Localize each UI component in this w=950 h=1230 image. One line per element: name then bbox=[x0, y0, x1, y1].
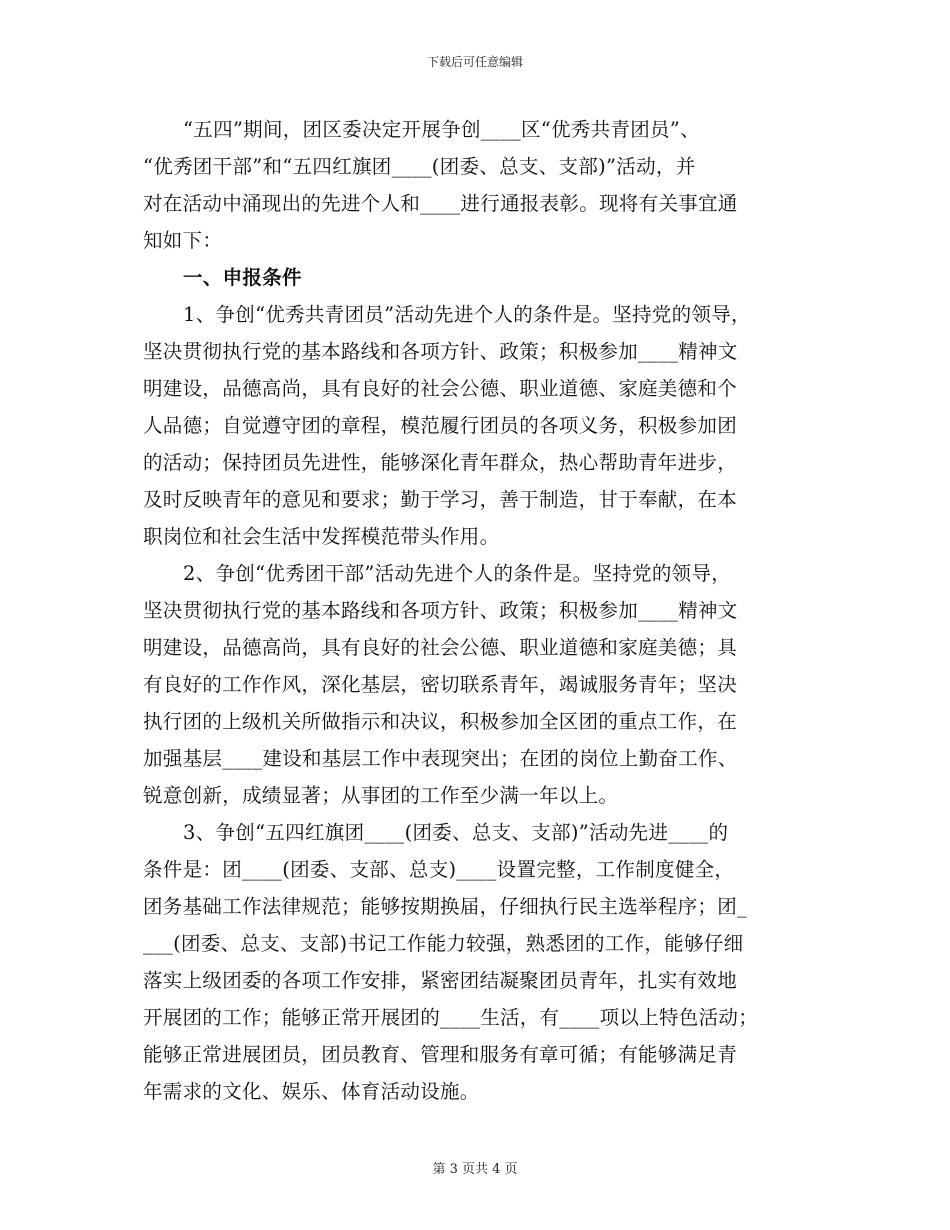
item1-line-3: 明建设，品德高尚，具有良好的社会公德、职业道德、家庭美德和个 bbox=[143, 377, 738, 400]
item2-line-4: 有良好的工作作风，深化基层，密切联系青年，竭诚服务青年；坚决 bbox=[143, 673, 738, 696]
item1-line-6: 及时反映青年的意见和要求；勤于学习，善于制造，甘于奉献，在本 bbox=[143, 488, 738, 511]
item2-line-3: 明建设，品德高尚，具有良好的社会公德、职业道德和家庭美德；具 bbox=[143, 636, 738, 659]
intro-line-1: “五四”期间，团区委决定开展争创____区“优秀共青团员”、 bbox=[183, 118, 700, 141]
item3-line-1: 3、争创“五四红旗团____(团委、总支、支部)”活动先进____的 bbox=[183, 821, 729, 844]
item1-line-4: 人品德；自觉遵守团的章程，模范履行团员的各项义务，积极参加团 bbox=[143, 414, 738, 437]
item2-line-6: 加强基层____建设和基层工作中表现突出；在团的岗位上勤奋工作、 bbox=[143, 747, 738, 770]
intro-line-2: “优秀团干部”和“五四红旗团____(团委、总支、支部)”活动，并 bbox=[143, 155, 696, 178]
page-footer: 第 3 页共 4 页 bbox=[432, 1162, 518, 1177]
page-header: 下载后可任意编辑 bbox=[426, 55, 523, 69]
item3-line-3: 团务基础工作法律规范；能够按期换届，仔细执行民主选举程序；团_ bbox=[143, 895, 748, 918]
item3-line-5: 落实上级团委的各项工作安排，紧密团结凝聚团员青年，扎实有效地 bbox=[143, 969, 738, 992]
section-heading: 一、申报条件 bbox=[183, 266, 302, 289]
item3-line-4: ___(团委、总支、支部)书记工作能力较强，熟悉团的工作，能够仔细 bbox=[143, 932, 744, 955]
item2-line-7: 锐意创新，成绩显著；从事团的工作至少满一年以上。 bbox=[143, 784, 619, 807]
item3-line-6: 开展团的工作；能够正常开展团的____生活，有____项以上特色活动； bbox=[143, 1006, 758, 1029]
item2-line-2: 坚决贯彻执行党的基本路线和各项方针、政策；积极参加____精神文 bbox=[143, 599, 738, 622]
item1-line-5: 的活动；保持团员先进性，能够深化青年群众，热心帮助青年进步， bbox=[143, 451, 738, 474]
item3-line-8: 年需求的文化、娱乐、体育活动设施。 bbox=[143, 1080, 480, 1103]
intro-line-4: 知如下： bbox=[143, 229, 223, 252]
item2-line-1: 2、争创“优秀团干部”活动先进个人的条件是。坚持党的领导， bbox=[183, 562, 732, 585]
item3-line-2: 条件是：团____(团委、支部、总支)____设置完整，工作制度健全， bbox=[143, 858, 735, 881]
intro-line-3: 对在活动中涌现出的先进个人和____进行通报表彰。现将有关事宜通 bbox=[143, 192, 738, 215]
item1-line-1: 1、争创“优秀共青团员”活动先进个人的条件是。坚持党的领导， bbox=[183, 303, 751, 326]
item1-line-2: 坚决贯彻执行党的基本路线和各项方针、政策；积极参加____精神文 bbox=[143, 340, 738, 363]
item3-line-7: 能够正常进展团员，团员教育、管理和服务有章可循；有能够满足青 bbox=[143, 1043, 738, 1066]
item2-line-5: 执行团的上级机关所做指示和决议，积极参加全区团的重点工作，在 bbox=[143, 710, 738, 733]
item1-line-7: 职岗位和社会生活中发挥模范带头作用。 bbox=[143, 525, 500, 548]
